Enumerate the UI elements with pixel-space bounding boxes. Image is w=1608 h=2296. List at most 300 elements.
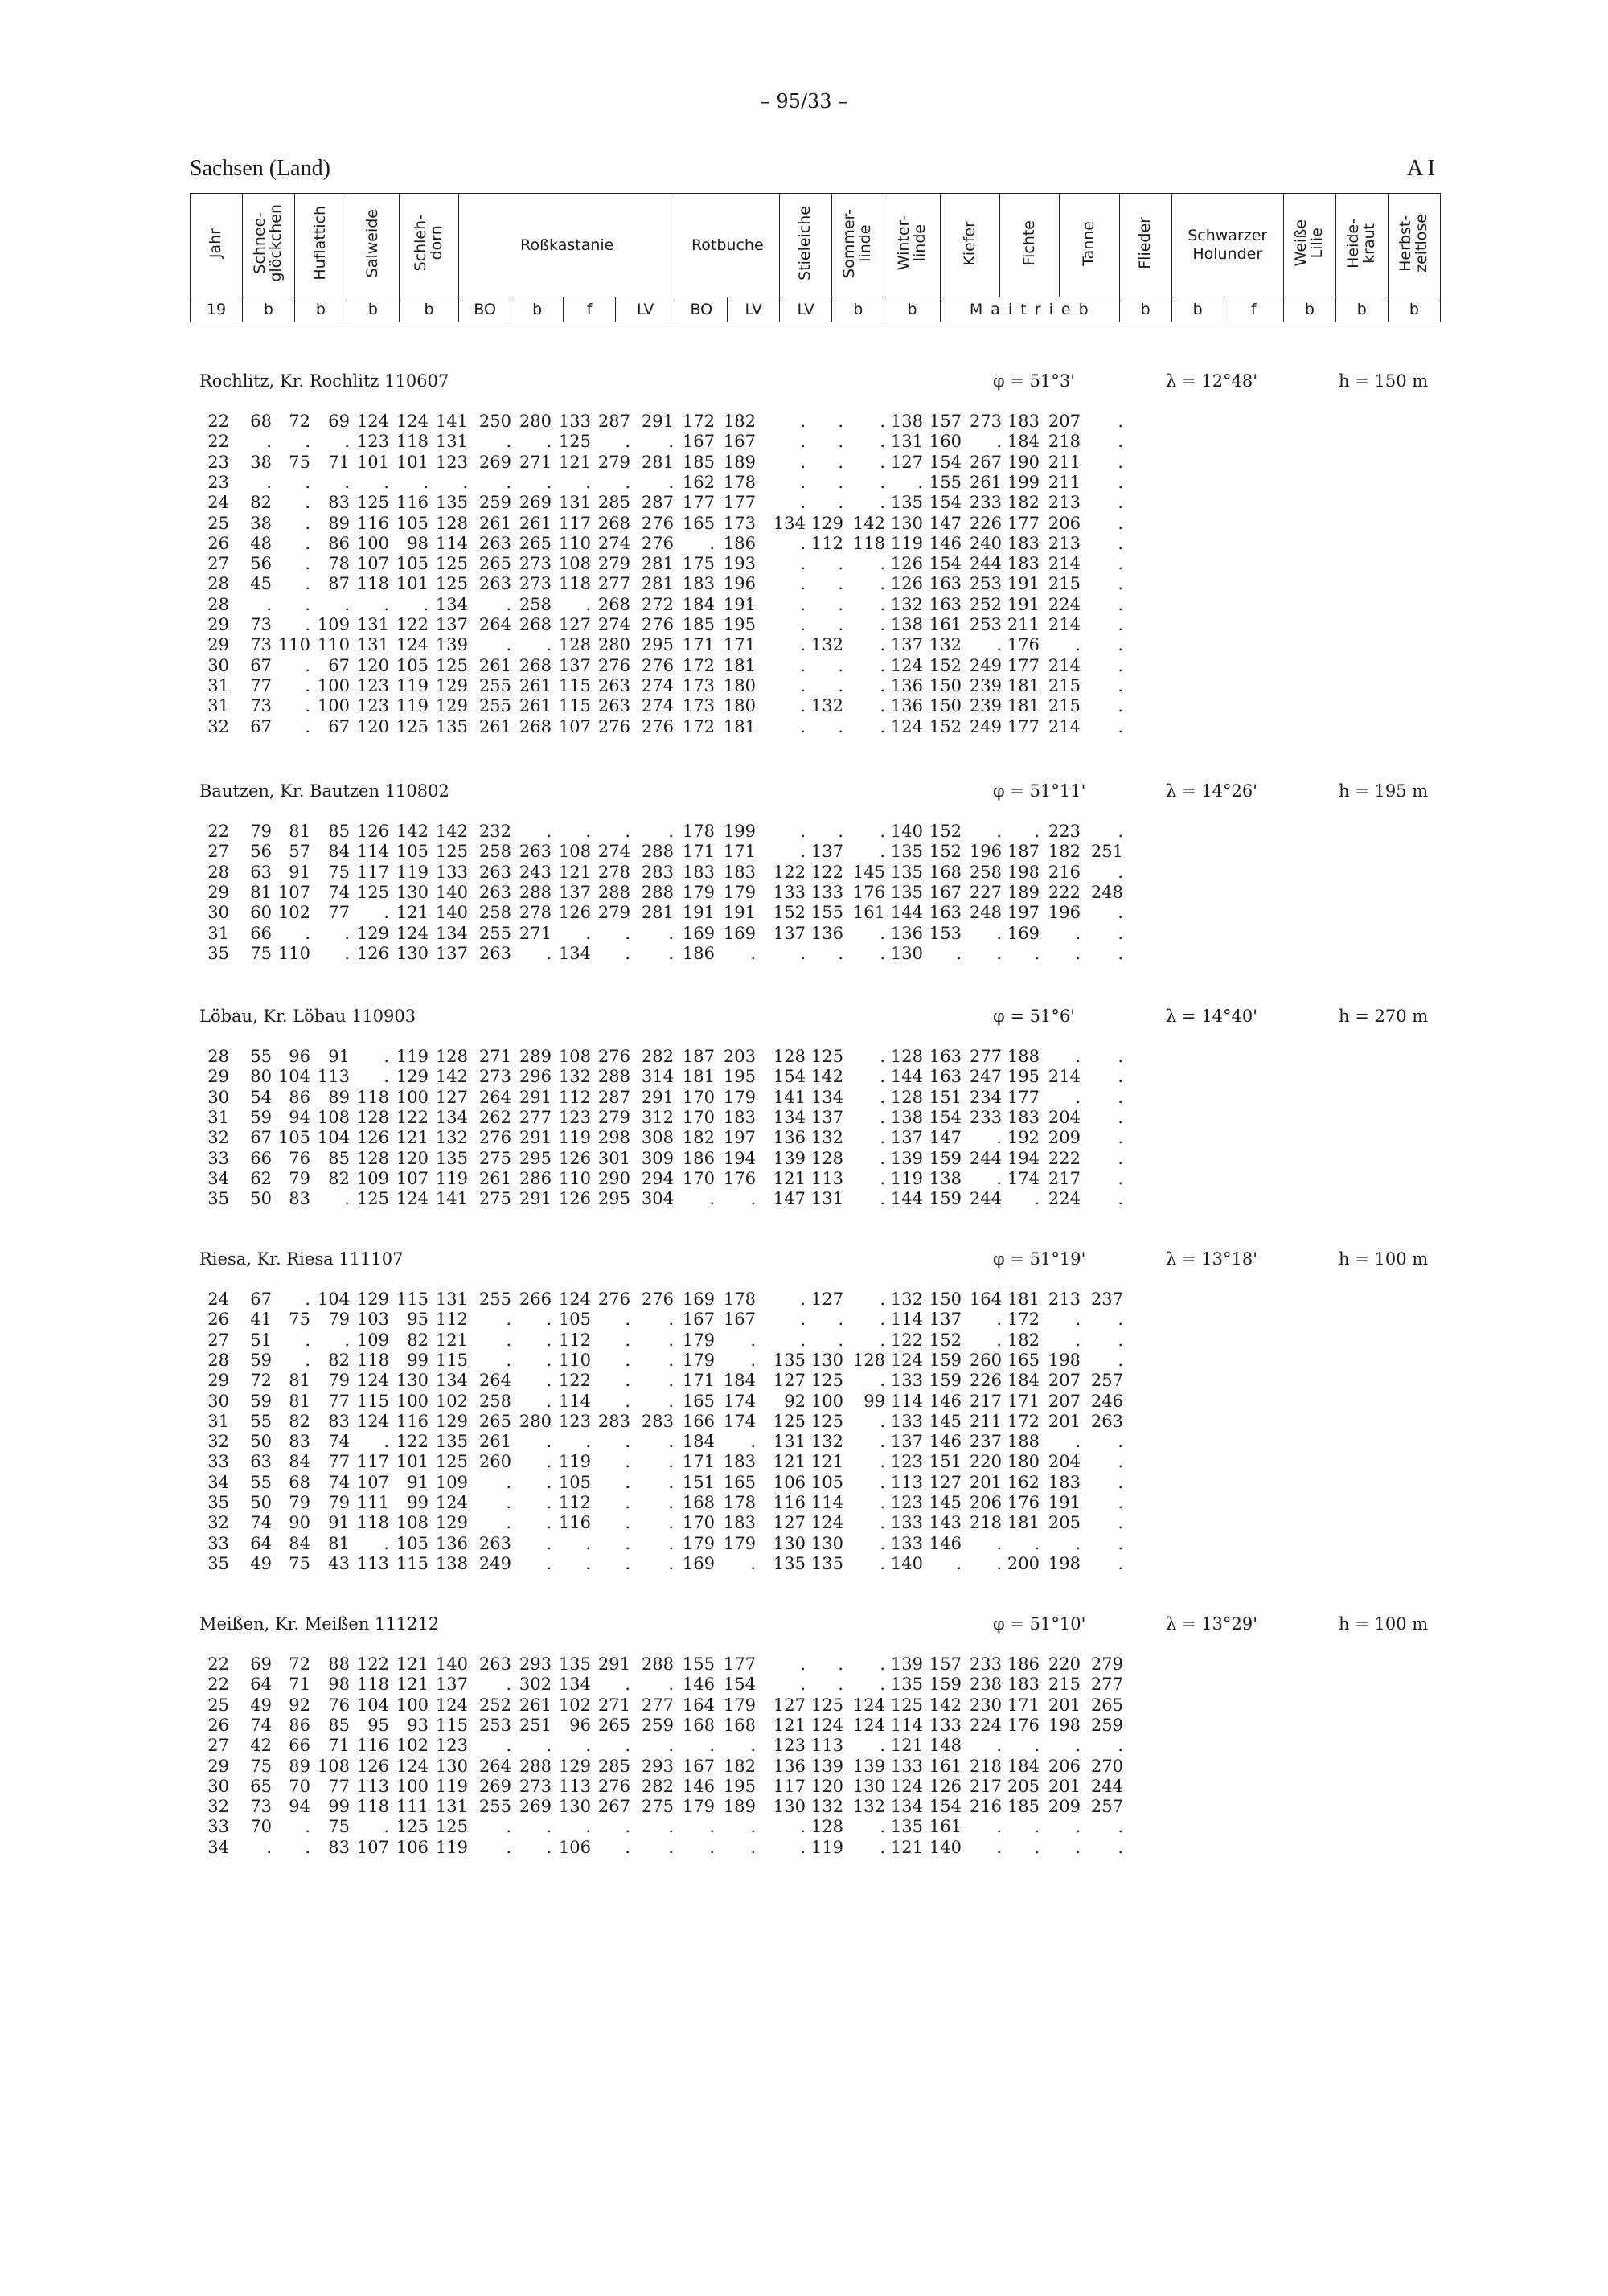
year-cell: 31	[207, 1411, 229, 1431]
value-cell: 134	[435, 1107, 468, 1127]
value-cell: 81	[289, 1391, 310, 1411]
value-cell: 171	[682, 635, 715, 655]
value-cell: .	[996, 1553, 1002, 1573]
value-cell: .	[546, 1432, 552, 1452]
station-latitude: φ = 51°19'	[993, 1249, 1086, 1269]
year-cell: 28	[207, 574, 229, 594]
value-cell: 247	[969, 1067, 1002, 1087]
year-cell: 22	[207, 1654, 229, 1674]
table-row	[0, 1776, 1608, 1797]
table-row	[0, 1289, 1608, 1310]
value-cell: 176	[852, 882, 885, 902]
table-row	[0, 1370, 1608, 1391]
value-cell: 132	[810, 635, 843, 655]
value-cell: 83	[328, 1837, 350, 1857]
value-cell: 163	[929, 574, 962, 594]
value-cell: .	[668, 1533, 674, 1553]
value-cell: 130	[558, 1797, 591, 1817]
value-cell: 104	[317, 1128, 350, 1148]
value-cell: .	[880, 822, 885, 841]
value-cell: 232	[478, 822, 511, 841]
value-cell: .	[668, 1817, 674, 1837]
value-cell: 160	[929, 432, 962, 452]
value-cell: 49	[250, 1695, 272, 1715]
value-cell: 152	[929, 716, 962, 736]
value-cell: .	[1034, 1837, 1040, 1857]
value-cell: .	[838, 574, 843, 594]
value-cell: 170	[682, 1087, 715, 1107]
value-cell: 128	[356, 1148, 389, 1168]
value-cell: .	[880, 594, 885, 614]
value-cell: 240	[969, 533, 1002, 553]
value-cell: 288	[519, 1756, 552, 1776]
value-cell: 128	[810, 1148, 843, 1168]
year-cell: 32	[207, 1432, 229, 1452]
value-cell: 123	[356, 675, 389, 695]
value-cell: 125	[356, 882, 389, 902]
value-cell: .	[305, 923, 310, 943]
value-cell: 233	[969, 493, 1002, 513]
value-cell: 133	[558, 412, 591, 431]
table-row	[0, 1066, 1608, 1087]
value-cell: 73	[250, 696, 272, 716]
value-cell: 172	[682, 655, 715, 675]
value-cell: 263	[478, 1654, 511, 1674]
value-cell: 183	[1007, 412, 1040, 431]
value-cell: 195	[723, 1776, 756, 1796]
value-cell: 164	[969, 1289, 1002, 1309]
value-cell: 285	[597, 493, 630, 513]
value-cell: .	[800, 452, 806, 472]
header-stieleiche: Stieleiche	[780, 194, 832, 297]
value-cell: .	[709, 533, 715, 553]
value-cell: .	[880, 923, 885, 943]
header-sommerlinde: Sommer- linde	[832, 194, 884, 297]
value-cell: .	[1118, 452, 1123, 472]
value-cell: 135	[890, 493, 923, 513]
value-cell: 121	[435, 1330, 468, 1350]
value-cell: 191	[1007, 594, 1040, 614]
value-cell: 150	[929, 1289, 962, 1309]
header-schneegloeckchen: Schnee- glöckchen	[242, 194, 294, 297]
value-cell: 220	[1048, 1654, 1081, 1674]
value-cell: 41	[250, 1310, 272, 1330]
value-cell: 124	[396, 1189, 429, 1209]
value-cell: 133	[929, 1715, 962, 1735]
value-cell: 124	[356, 1411, 389, 1431]
year-cell: 23	[207, 472, 229, 492]
value-cell: .	[1118, 1168, 1123, 1188]
value-cell: 165	[723, 1472, 756, 1492]
value-cell: .	[1118, 472, 1123, 492]
value-cell: 121	[773, 1168, 806, 1188]
value-cell: 142	[435, 822, 468, 841]
year-cell: 29	[207, 615, 229, 634]
value-cell: 141	[435, 412, 468, 431]
value-cell: 258	[478, 903, 511, 923]
value-cell: 130	[396, 943, 429, 963]
value-cell: .	[506, 1817, 511, 1837]
value-cell: 281	[641, 574, 674, 594]
value-cell: 105	[277, 1128, 310, 1148]
value-cell: 123	[890, 1493, 923, 1512]
value-cell: 295	[641, 635, 674, 655]
station-title: Rochlitz, Kr. Rochlitz 110607	[199, 371, 449, 391]
value-cell: .	[625, 1391, 630, 1411]
value-cell: 132	[810, 1128, 843, 1148]
value-cell: 84	[328, 842, 350, 862]
value-cell: 211	[1007, 615, 1040, 634]
value-cell: 122	[356, 1654, 389, 1674]
value-cell: 259	[478, 493, 511, 513]
station-elevation: h = 100 m	[1339, 1249, 1429, 1269]
table-row	[0, 573, 1608, 594]
value-cell: 179	[723, 1695, 756, 1715]
value-cell: .	[625, 1350, 630, 1370]
value-cell: 67	[250, 1128, 272, 1148]
year-cell: 30	[207, 903, 229, 923]
value-cell: .	[800, 655, 806, 675]
value-cell: 159	[929, 1189, 962, 1209]
value-cell: 81	[289, 1371, 310, 1391]
value-cell: 66	[289, 1736, 310, 1756]
value-cell: 135	[890, 842, 923, 862]
value-cell: 195	[723, 615, 756, 634]
value-cell: 252	[969, 594, 1002, 614]
value-cell: 138	[890, 1107, 923, 1127]
value-cell: 132	[929, 635, 962, 655]
value-cell: 167	[723, 1310, 756, 1330]
value-cell: 82	[328, 1168, 350, 1188]
value-cell: 274	[641, 675, 674, 695]
value-cell: .	[384, 1817, 389, 1837]
value-cell: .	[996, 1168, 1002, 1188]
value-cell: 101	[396, 452, 429, 472]
value-cell: .	[625, 943, 630, 963]
value-cell: .	[506, 1837, 511, 1857]
page-number: – 95/33 –	[760, 90, 848, 113]
value-cell: 277	[969, 1047, 1002, 1066]
value-cell: 248	[969, 903, 1002, 923]
value-cell: .	[625, 822, 630, 841]
value-cell: 116	[356, 1736, 389, 1756]
value-cell: 124	[852, 1715, 885, 1735]
value-cell: .	[1118, 655, 1123, 675]
year-cell: 31	[207, 923, 229, 943]
sub-jahr: 19	[191, 297, 243, 322]
value-cell: 45	[250, 574, 272, 594]
value-cell: 179	[682, 1350, 715, 1370]
value-cell: 100	[317, 675, 350, 695]
value-cell: 132	[558, 1067, 591, 1087]
value-cell: 121	[558, 452, 591, 472]
value-cell: 276	[597, 1776, 630, 1796]
value-cell: 130	[852, 1776, 885, 1796]
sub-rosskastanie-bo: BO	[459, 297, 511, 322]
value-cell: 281	[641, 903, 674, 923]
value-cell: 139	[890, 1654, 923, 1674]
value-cell: 277	[1090, 1675, 1123, 1695]
value-cell: 107	[356, 1472, 389, 1492]
value-cell: 266	[519, 1289, 552, 1309]
value-cell: 263	[478, 574, 511, 594]
value-cell: 183	[723, 1107, 756, 1127]
value-cell: 62	[250, 1168, 272, 1188]
value-cell: 124	[852, 1695, 885, 1715]
sub-rosskastanie-f: f	[564, 297, 616, 322]
value-cell: 87	[328, 574, 350, 594]
value-cell: 140	[890, 1553, 923, 1573]
value-cell: .	[1118, 1432, 1123, 1452]
value-cell: 129	[435, 1411, 468, 1431]
value-cell: 263	[519, 842, 552, 862]
value-cell: .	[668, 1391, 674, 1411]
value-cell: 132	[810, 1797, 843, 1817]
value-cell: 244	[969, 554, 1002, 574]
value-cell: 209	[1048, 1797, 1081, 1817]
value-cell: .	[625, 1472, 630, 1492]
value-cell: 253	[478, 1715, 511, 1735]
sub-rosskastanie-b: b	[511, 297, 564, 322]
value-cell: .	[996, 1533, 1002, 1553]
value-cell: 233	[969, 1107, 1002, 1127]
value-cell: 131	[890, 432, 923, 452]
value-cell: 130	[435, 1756, 468, 1776]
value-cell: .	[800, 943, 806, 963]
value-cell: 130	[810, 1533, 843, 1553]
header-kiefer: Kiefer	[940, 194, 999, 297]
value-cell: 110	[558, 1350, 591, 1370]
value-cell: .	[1075, 943, 1081, 963]
value-cell: 173	[682, 675, 715, 695]
value-cell: 116	[773, 1493, 806, 1512]
year-cell: 30	[207, 655, 229, 675]
value-cell: 154	[773, 1067, 806, 1087]
value-cell: .	[305, 554, 310, 574]
value-cell: 148	[929, 1736, 962, 1756]
value-cell: 128	[356, 1107, 389, 1127]
value-cell: 255	[478, 696, 511, 716]
year-cell: 33	[207, 1533, 229, 1553]
value-cell: 112	[810, 533, 843, 553]
value-cell: .	[625, 1432, 630, 1452]
value-cell: 268	[597, 594, 630, 614]
value-cell: 83	[328, 1411, 350, 1431]
year-cell: 23	[207, 452, 229, 472]
value-cell: 67	[250, 716, 272, 736]
value-cell: 179	[682, 882, 715, 902]
value-cell: 196	[1048, 903, 1081, 923]
value-cell: 279	[597, 452, 630, 472]
sub-heidekraut: b	[1335, 297, 1388, 322]
value-cell: 215	[1048, 696, 1081, 716]
value-cell: .	[800, 822, 806, 841]
value-cell: 130	[773, 1533, 806, 1553]
value-cell: 165	[1007, 1350, 1040, 1370]
value-cell: .	[305, 432, 310, 452]
value-cell: .	[880, 1675, 885, 1695]
value-cell: 107	[356, 554, 389, 574]
value-cell: 125	[356, 493, 389, 513]
value-cell: .	[880, 1168, 885, 1188]
value-cell: 181	[1007, 675, 1040, 695]
value-cell: 168	[723, 1715, 756, 1735]
value-cell: 255	[478, 675, 511, 695]
value-cell: .	[384, 1047, 389, 1066]
value-cell: 191	[1048, 1493, 1081, 1512]
value-cell: 77	[328, 1391, 350, 1411]
value-cell: .	[838, 493, 843, 513]
value-cell: 179	[682, 1330, 715, 1350]
value-cell: .	[838, 943, 843, 963]
value-cell: 287	[641, 493, 674, 513]
value-cell: .	[384, 594, 389, 614]
value-cell: .	[668, 432, 674, 452]
value-cell: 147	[929, 1128, 962, 1148]
value-cell: 177	[1007, 1087, 1040, 1107]
value-cell: 124	[890, 655, 923, 675]
value-cell: 181	[1007, 1289, 1040, 1309]
value-cell: 75	[289, 1553, 310, 1573]
value-cell: .	[546, 1391, 552, 1411]
value-cell: 102	[277, 903, 310, 923]
value-cell: 171	[1007, 1391, 1040, 1411]
value-cell: .	[668, 1350, 674, 1370]
value-cell: 102	[435, 1391, 468, 1411]
value-cell: 77	[328, 903, 350, 923]
value-cell: 79	[250, 822, 272, 841]
value-cell: 100	[396, 1776, 429, 1796]
value-cell: 277	[597, 574, 630, 594]
value-cell: 255	[478, 1289, 511, 1309]
year-cell: 24	[207, 493, 229, 513]
value-cell: 43	[328, 1553, 350, 1573]
value-cell: 121	[773, 1452, 806, 1472]
value-cell: 169	[682, 1553, 715, 1573]
value-cell: 124	[810, 1513, 843, 1533]
value-cell: .	[305, 716, 310, 736]
value-cell: 125	[435, 574, 468, 594]
value-cell: 195	[723, 1067, 756, 1087]
year-cell: 25	[207, 513, 229, 533]
value-cell: 131	[356, 635, 389, 655]
value-cell: 246	[1090, 1391, 1123, 1411]
value-cell: 135	[435, 1148, 468, 1168]
value-cell: 261	[519, 696, 552, 716]
value-cell: 172	[1007, 1411, 1040, 1431]
value-cell: 122	[396, 615, 429, 634]
value-cell: 159	[929, 1371, 962, 1391]
value-cell: .	[506, 1513, 511, 1533]
value-cell: 145	[929, 1493, 962, 1512]
value-cell: 124	[396, 412, 429, 431]
value-cell: 103	[356, 1310, 389, 1330]
value-cell: .	[880, 716, 885, 736]
value-cell: .	[709, 1837, 715, 1857]
table-row	[0, 492, 1608, 513]
value-cell: 124	[396, 1756, 429, 1776]
value-cell: 261	[478, 1168, 511, 1188]
table-row	[0, 695, 1608, 716]
value-cell: 72	[250, 1371, 272, 1391]
value-cell: 263	[478, 882, 511, 902]
value-cell: 168	[929, 862, 962, 882]
value-cell: 251	[519, 1715, 552, 1735]
value-cell: 142	[396, 822, 429, 841]
value-cell: 141	[435, 1189, 468, 1209]
value-cell: 163	[929, 1067, 962, 1087]
value-cell: 100	[356, 533, 389, 553]
value-cell: 55	[250, 1411, 272, 1431]
value-cell: 131	[435, 1797, 468, 1817]
value-cell: .	[1118, 1148, 1123, 1168]
value-cell: 167	[723, 432, 756, 452]
value-cell: 181	[723, 716, 756, 736]
value-cell: .	[1118, 923, 1123, 943]
value-cell: 136	[890, 675, 923, 695]
value-cell: 132	[890, 1289, 923, 1309]
value-cell: 170	[682, 1107, 715, 1127]
value-cell: 166	[682, 1411, 715, 1431]
value-cell: 137	[773, 923, 806, 943]
value-cell: 115	[558, 675, 591, 695]
value-cell: .	[838, 716, 843, 736]
value-cell: 170	[682, 1513, 715, 1533]
sub-schneegloeckchen: b	[242, 297, 294, 322]
value-cell: 77	[328, 1452, 350, 1472]
station-latitude: φ = 51°6'	[993, 1007, 1076, 1026]
value-cell: 136	[890, 923, 923, 943]
value-cell: 191	[723, 594, 756, 614]
value-cell: 128	[852, 1350, 885, 1370]
value-cell: .	[668, 1472, 674, 1492]
value-cell: 177	[1007, 716, 1040, 736]
value-cell: 129	[356, 1289, 389, 1309]
value-cell: 183	[682, 862, 715, 882]
value-cell: 145	[852, 862, 885, 882]
value-cell: .	[668, 1675, 674, 1695]
value-cell: 108	[558, 554, 591, 574]
table-row	[0, 533, 1608, 554]
value-cell: 282	[641, 1047, 674, 1066]
value-cell: 131	[356, 615, 389, 634]
value-cell: 108	[558, 1047, 591, 1066]
value-cell: 288	[597, 1067, 630, 1087]
value-cell: 230	[969, 1695, 1002, 1715]
year-cell: 31	[207, 1107, 229, 1127]
value-cell: 263	[478, 533, 511, 553]
value-cell: 118	[356, 1797, 389, 1817]
value-cell: 169	[1007, 923, 1040, 943]
header-schwarzer-holunder: Schwarzer Holunder	[1171, 194, 1283, 297]
value-cell: 215	[1048, 574, 1081, 594]
value-cell: 291	[519, 1189, 552, 1209]
value-cell: 116	[396, 493, 429, 513]
value-cell: 281	[641, 452, 674, 472]
value-cell: 213	[1048, 533, 1081, 553]
value-cell: .	[585, 472, 591, 492]
value-cell: 270	[1090, 1756, 1123, 1776]
value-cell: .	[668, 822, 674, 841]
value-cell: .	[625, 1371, 630, 1391]
value-cell: 85	[328, 822, 350, 841]
value-cell: 124	[890, 716, 923, 736]
table-row	[0, 1553, 1608, 1574]
value-cell: 150	[929, 696, 962, 716]
value-cell: 123	[356, 696, 389, 716]
value-cell: 276	[641, 1289, 674, 1309]
station-longitude: λ = 12°48'	[1166, 371, 1257, 391]
